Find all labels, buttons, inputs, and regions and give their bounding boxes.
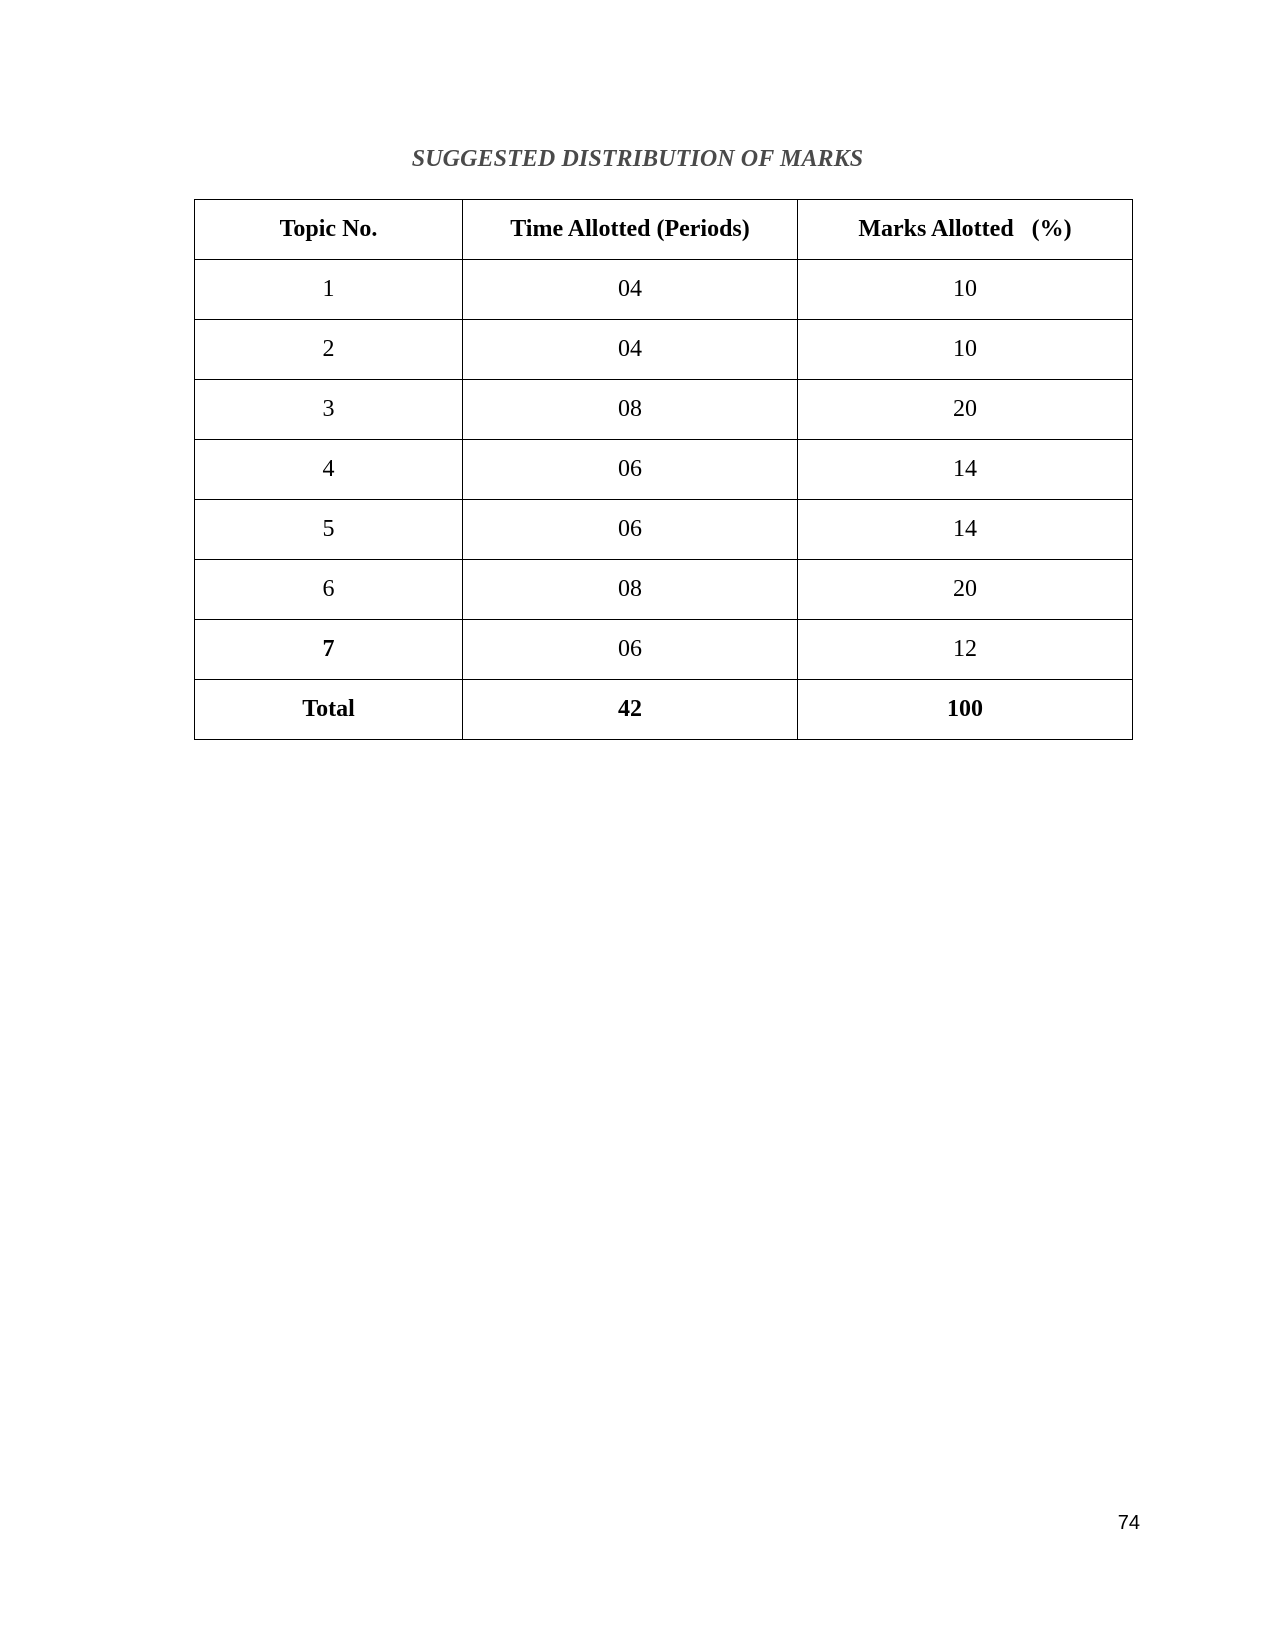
topic-cell: 4 — [195, 440, 463, 500]
topic-cell: 7 — [195, 620, 463, 680]
marks-cell: 12 — [798, 620, 1133, 680]
table-row — [195, 500, 1133, 560]
time-cell: 06 — [463, 620, 798, 680]
page-number: 74 — [1117, 1512, 1140, 1534]
table-total-row — [195, 680, 1133, 740]
table-row — [195, 560, 1133, 620]
topic-cell: 1 — [195, 260, 463, 320]
marks-distribution-table — [194, 199, 1133, 740]
topic-cell: 6 — [195, 560, 463, 620]
time-cell: 04 — [463, 320, 798, 380]
marks-cell: 14 — [798, 500, 1133, 560]
marks-cell: 10 — [798, 260, 1133, 320]
table-row — [195, 620, 1133, 680]
table-row — [195, 380, 1133, 440]
total-marks-cell: 100 — [798, 680, 1133, 740]
table-header-row — [195, 200, 1133, 260]
marks-cell: 20 — [798, 560, 1133, 620]
table-row — [195, 320, 1133, 380]
marks-cell: 20 — [798, 380, 1133, 440]
time-cell: 08 — [463, 380, 798, 440]
marks-cell: 10 — [798, 320, 1133, 380]
time-cell: 06 — [463, 440, 798, 500]
header-topic-no: Topic No. — [195, 200, 463, 260]
marks-cell: 14 — [798, 440, 1133, 500]
header-marks-allotted: Marks Allotted (%) — [798, 200, 1133, 260]
page-title: SUGGESTED DISTRIBUTION OF MARKS — [411, 146, 864, 172]
time-cell: 06 — [463, 500, 798, 560]
table-row — [195, 260, 1133, 320]
header-time-allotted: Time Allotted (Periods) — [463, 200, 798, 260]
topic-cell: 3 — [195, 380, 463, 440]
total-label-cell: Total — [195, 680, 463, 740]
topic-cell: 2 — [195, 320, 463, 380]
time-cell: 04 — [463, 260, 798, 320]
table-row — [195, 440, 1133, 500]
time-cell: 08 — [463, 560, 798, 620]
topic-cell: 5 — [195, 500, 463, 560]
total-time-cell: 42 — [463, 680, 798, 740]
